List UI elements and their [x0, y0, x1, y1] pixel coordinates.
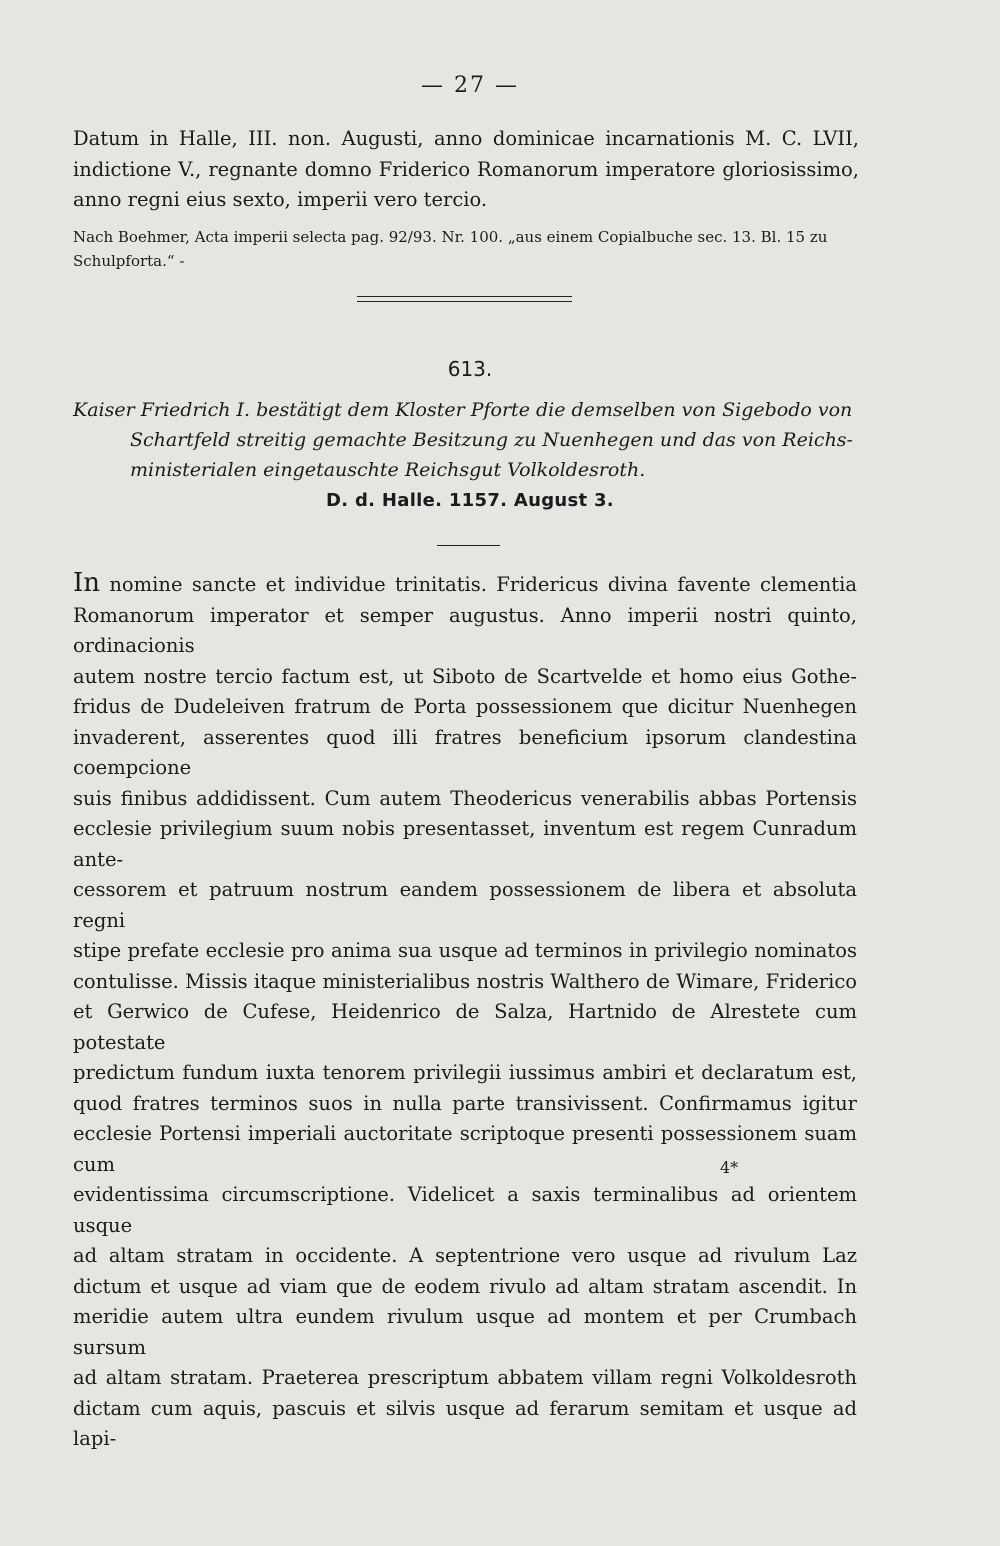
charter-text	[73, 568, 857, 1455]
charter-text-line: ad altam stratam in occidente. A septentrione vero usque ad rivulum Laz	[73, 1244, 857, 1267]
charter-text-line: meridie autem ultra eundem rivulum usque ad montem et per Crumbach sursum	[73, 1305, 857, 1359]
initial-letters: In	[73, 568, 101, 598]
regest-line: ministerialen eingetauschte Reichsgut Volkoldesroth.	[130, 459, 646, 481]
charter-text-line: ecclesie privilegium suum nobis presentasset, inventum est regem Cunradum ante-	[73, 817, 857, 871]
regest-line: Schartfeld streitig gemachte Besitzung zu Nuenhegen und das von Reichs-	[130, 429, 853, 451]
charter-text-line: contulisse. Missis itaque ministerialibus nostris Walthero de Wimare, Friderico	[73, 969, 857, 993]
charter-text-line: stipe prefate ecclesie pro anima sua usque ad terminos in privilegio nominatos	[73, 939, 857, 962]
charter-text-line: cessorem et patruum nostrum eandem possessionem de libera et absoluta regni	[73, 878, 857, 932]
charter-text-line: ecclesie Portensi imperiali auctoritate scriptoque presenti possessionem suam cum	[73, 1122, 857, 1176]
charter-text-line: evidentissima circumscriptione. Videlicet a saxis terminalibus ad orientem usque	[73, 1183, 857, 1237]
charter-text-line: suis finibus addidissent. Cum autem Theodericus venerabilis abbas Portensis	[73, 786, 857, 810]
previous-document-dating	[73, 124, 859, 216]
document-dating: D. d. Halle. 1157. August 3.	[326, 490, 614, 511]
charter-text-line: ad altam stratam. Praeterea prescriptum abbatem villam regni Volkoldesroth	[73, 1366, 857, 1389]
charter-text-line: fridus de Dudeleiven fratrum de Porta possessionem que dicitur Nuenhegen	[73, 695, 857, 718]
charter-text-line: dictum et usque ad viam que de eodem rivulo ad altam stratam ascendit. In	[73, 1274, 857, 1298]
page-number: — 27 —	[421, 73, 519, 98]
charter-text-line: dictam cum aquis, pascuis et silvis usque ad ferarum semitam et usque ad lapi-	[73, 1396, 857, 1450]
document-number: 613.	[447, 357, 493, 381]
charter-text-line: Romanorum imperator et semper augustus. Anno imperii nostri quinto, ordinacionis	[73, 603, 857, 657]
charter-text-line: invaderent, asserentes quod illi fratres beneficium ipsorum clandestina coempcione	[73, 725, 857, 779]
short-rule-divider	[437, 545, 500, 546]
signature-mark: 4*	[720, 1158, 739, 1177]
dating-paragraph: Datum in Halle, III. non. Augusti, anno dominicae incarnationis M. C. LVII, indictione V., regnante domno Friderico Romanorum imperatore gloriosissimo, anno regni eius sexto, imperii vero tercio.	[73, 127, 859, 211]
charter-text-line: predictum fundum iuxta tenorem privilegii iussimus ambiri et declaratum est,	[73, 1061, 857, 1084]
regest	[73, 395, 873, 485]
source-note: Nach Boehmer, Acta imperii selecta pag. 92/93. Nr. 100. „aus einem Copialbuche sec. 13. Bl. 15 zu Schulpforta.“ -	[73, 228, 828, 270]
charter-text-line	[73, 568, 857, 601]
charter-text-line: autem nostre tercio factum est, ut Siboto de Scartvelde et homo eius Gothe-	[73, 664, 857, 688]
double-rule-divider	[357, 296, 572, 302]
regest-line: Kaiser Friedrich I. bestätigt dem Kloster Pforte die demselben von Sigebodo von	[73, 399, 853, 421]
charter-text-line: et Gerwico de Cufese, Heidenrico de Salza, Hartnido de Alrestete cum potestate	[73, 1000, 857, 1054]
charter-text-line: quod fratres terminos suos in nulla parte transivissent. Confirmamus igitur	[73, 1091, 857, 1115]
charter-text-line-rest: nomine sancte et individue trinitatis. Fridericus divina favente clementia	[100, 573, 857, 596]
